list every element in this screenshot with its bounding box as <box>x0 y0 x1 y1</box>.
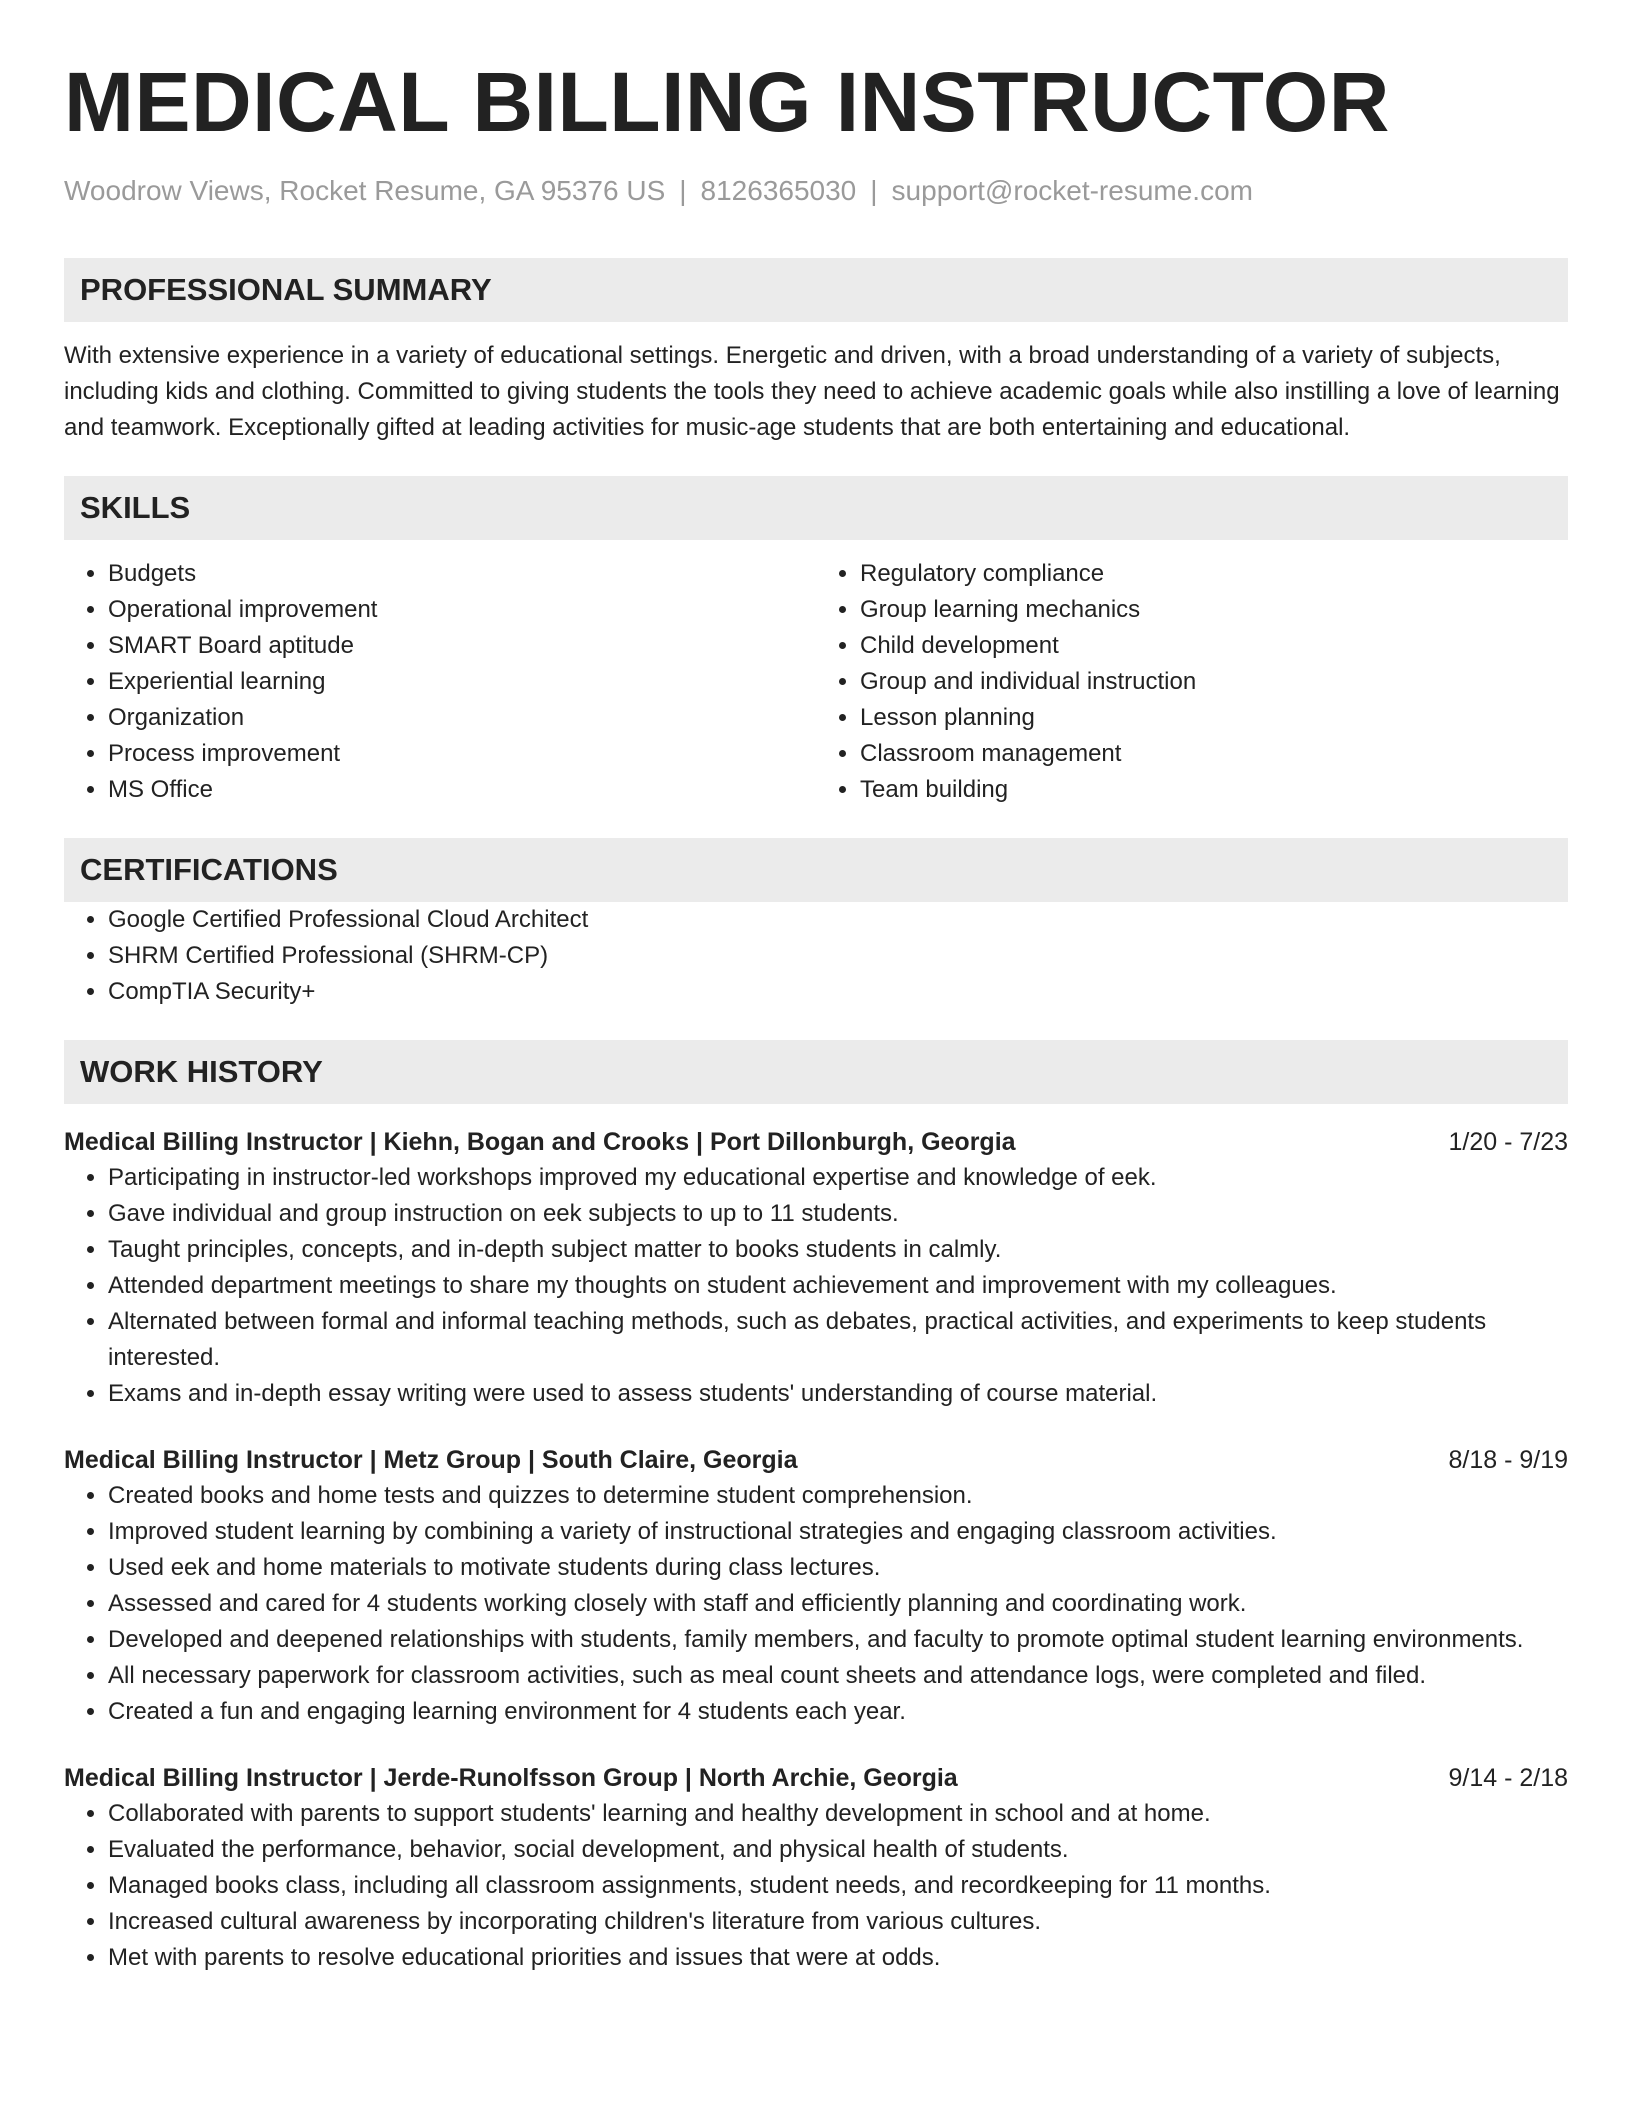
contact-phone: 8126365030 <box>700 175 857 206</box>
skills-left-list <box>64 556 816 808</box>
certification-item: • Google Certified Professional Cloud Architect <box>108 902 1568 938</box>
job-title: Medical Billing Instructor | Kiehn, Bogan and Crooks | Port Dillonburgh, Georgia <box>64 1128 1016 1156</box>
job-bullet: • Created a fun and engaging learning environment for 4 students each year. <box>108 1694 1568 1730</box>
job-bullet: • Collaborated with parents to support students' learning and healthy development in school and at home. <box>108 1796 1568 1832</box>
skill-item: • Regulatory compliance <box>860 556 1568 592</box>
contact-email: support@rocket-resume.com <box>891 175 1253 206</box>
skill-item: • Child development <box>860 628 1568 664</box>
job-entry <box>64 1124 1568 1412</box>
skills-grid <box>64 556 1568 808</box>
certification-item: • CompTIA Security+ <box>108 974 1568 1010</box>
job-bullet: • Exams and in-depth essay writing were used to assess students' understanding of course material. <box>108 1376 1568 1412</box>
skill-item: • Organization <box>108 700 816 736</box>
job-header <box>64 1124 1568 1160</box>
job-bullet: • Participating in instructor-led workshops improved my educational expertise and knowledge of eek. <box>108 1160 1568 1196</box>
job-header <box>64 1442 1568 1478</box>
skills-right-list <box>816 556 1568 808</box>
skill-item: • Operational improvement <box>108 592 816 628</box>
summary-heading: PROFESSIONAL SUMMARY <box>64 258 1568 322</box>
skill-item: • Process improvement <box>108 736 816 772</box>
work-heading: WORK HISTORY <box>64 1040 1568 1104</box>
skills-heading: SKILLS <box>64 476 1568 540</box>
job-bullet: • Taught principles, concepts, and in-depth subject matter to books students in calmly. <box>108 1232 1568 1268</box>
skill-item: • SMART Board aptitude <box>108 628 816 664</box>
skill-item: • Team building <box>860 772 1568 808</box>
job-bullet: • Created books and home tests and quizzes to determine student comprehension. <box>108 1478 1568 1514</box>
job-bullet: • Developed and deepened relationships with students, family members, and faculty to promote optimal student learning environments. <box>108 1622 1568 1658</box>
contact-address: Woodrow Views, Rocket Resume, GA 95376 US <box>64 175 666 206</box>
job-bullets <box>64 1796 1568 1976</box>
contact-separator: | <box>679 175 687 206</box>
summary-text: With extensive experience in a variety of educational settings. Energetic and driven, with a broad understanding of a variety of subjects, including kids and clothing. Committed to giving students the tools they need to achieve academic goals while also instilling a love of learning and teamwork. Exceptionally gifted at leading activities for music-age students that are both entertaining and educational. <box>64 342 1560 441</box>
certifications-section <box>64 838 1568 1010</box>
job-entry <box>64 1442 1568 1730</box>
job-bullet: • Gave individual and group instruction on eek subjects to up to 11 students. <box>108 1196 1568 1232</box>
job-entry <box>64 1760 1568 1976</box>
skill-item: • Experiential learning <box>108 664 816 700</box>
job-header <box>64 1760 1568 1796</box>
skill-item: • MS Office <box>108 772 816 808</box>
skill-item: • Budgets <box>108 556 816 592</box>
job-title: Medical Billing Instructor | Metz Group | South Claire, Georgia <box>64 1446 798 1474</box>
job-bullets <box>64 1478 1568 1730</box>
work-section <box>64 1040 1568 1976</box>
job-bullet: • Attended department meetings to share my thoughts on student achievement and improvement with my colleagues. <box>108 1268 1568 1304</box>
job-dates: 1/20 - 7/23 <box>1448 1128 1568 1156</box>
skill-item: • Group and individual instruction <box>860 664 1568 700</box>
work-jobs <box>64 1124 1568 1976</box>
job-bullet: • Assessed and cared for 4 students working closely with staff and efficiently planning and coordinating work. <box>108 1586 1568 1622</box>
contact-separator: | <box>870 175 878 206</box>
job-bullet: • Evaluated the performance, behavior, social development, and physical health of students. <box>108 1832 1568 1868</box>
job-bullet: • Alternated between formal and informal teaching methods, such as debates, practical activities, and experiments to keep students interested. <box>108 1304 1568 1376</box>
skill-item: • Classroom management <box>860 736 1568 772</box>
certifications-heading: CERTIFICATIONS <box>64 838 1568 902</box>
resume-title: MEDICAL BILLING INSTRUCTOR <box>64 55 1390 149</box>
job-bullets <box>64 1160 1568 1412</box>
job-bullet: • All necessary paperwork for classroom activities, such as meal count sheets and attendance logs, were completed and filed. <box>108 1658 1568 1694</box>
job-bullet: • Improved student learning by combining a variety of instructional strategies and engaging classroom activities. <box>108 1514 1568 1550</box>
job-dates: 8/18 - 9/19 <box>1448 1446 1568 1474</box>
skills-section <box>64 476 1568 808</box>
contact-line <box>64 174 1568 208</box>
certification-item: • SHRM Certified Professional (SHRM-CP) <box>108 938 1568 974</box>
job-title: Medical Billing Instructor | Jerde-Runolfsson Group | North Archie, Georgia <box>64 1764 958 1792</box>
job-bullet: • Used eek and home materials to motivate students during class lectures. <box>108 1550 1568 1586</box>
job-bullet: • Met with parents to resolve educational priorities and issues that were at odds. <box>108 1940 1568 1976</box>
skill-item: • Group learning mechanics <box>860 592 1568 628</box>
job-dates: 9/14 - 2/18 <box>1448 1764 1568 1792</box>
job-bullet: • Managed books class, including all classroom assignments, student needs, and recordkeeping for 11 months. <box>108 1868 1568 1904</box>
job-bullet: • Increased cultural awareness by incorporating children's literature from various cultures. <box>108 1904 1568 1940</box>
certifications-list <box>64 902 1568 1010</box>
skill-item: • Lesson planning <box>860 700 1568 736</box>
